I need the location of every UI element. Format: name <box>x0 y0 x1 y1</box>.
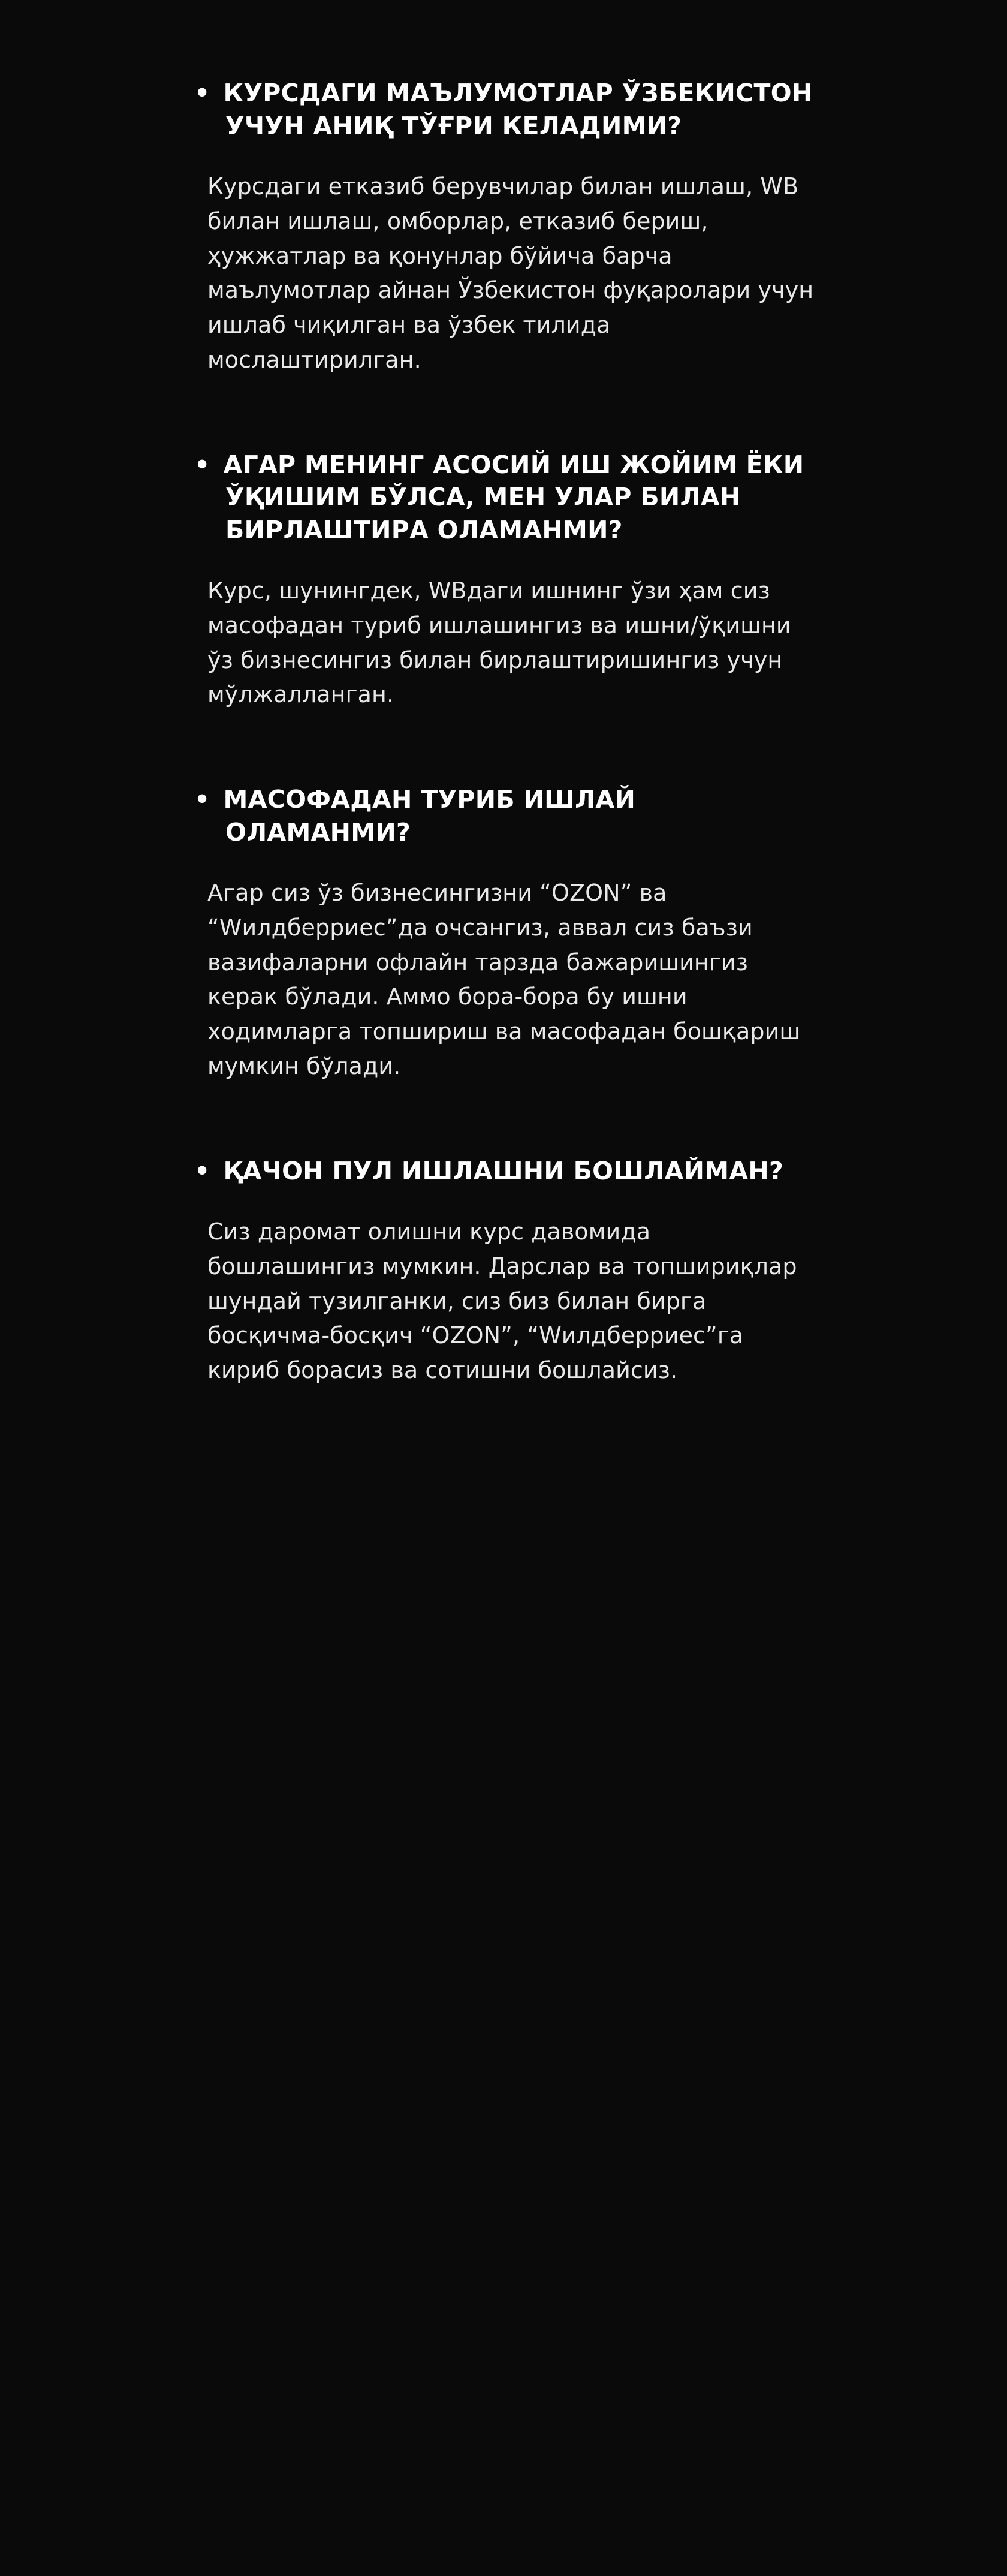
bullet-icon: • <box>194 1156 210 1185</box>
faq-question[interactable] <box>192 77 815 142</box>
bullet-icon: • <box>194 450 210 479</box>
bullet-icon: • <box>194 79 210 107</box>
faq-list <box>192 0 815 1388</box>
faq-answer: Курсдаги етказиб берувчилар билан ишлаш, WB билан ишлаш, омборлар, етказиб бериш, ҳужжатлар ва қонунлар бўйича барча маълумотлар айнан Ўзбекистон фуқаролари учун ишлаб чиқилган ва ўзбек тилида мослаштирилган. <box>207 173 814 373</box>
faq-question-text: КУРСДАГИ МАЪЛУМОТЛАР ЎЗБЕКИСТОН УЧУН АНИҚ ТЎҒРИ КЕЛАДИМИ? <box>223 79 813 140</box>
faq-question-text: ҚАЧОН ПУЛ ИШЛАШНИ БОШЛАЙМАН? <box>223 1156 784 1185</box>
faq-question-text: АГАР МЕНИНГ АСОСИЙ ИШ ЖОЙИМ ЁКИ ЎҚИШИМ БЎЛСА, МЕН УЛАР БИЛАН БИРЛАШТИРА ОЛАМАНМИ? <box>223 450 804 544</box>
faq-item <box>192 449 815 713</box>
faq-question[interactable] <box>192 783 815 848</box>
faq-question[interactable] <box>192 1155 815 1188</box>
faq-answer: Агар сиз ўз бизнесингизни “OZON” ва “Wилдберриес”да очсангиз, аввал сиз баъзи вазифаларни офлайн тарзда бажаришингиз керак бўлади. Аммо бора-бора бу ишни ходимларга топшириш ва масофадан бошқариш мумкин бўлади. <box>207 880 801 1079</box>
faq-item <box>192 77 815 378</box>
faq-question[interactable] <box>192 449 815 547</box>
faq-answer: Сиз даромат олишни курс давомида бошлашингиз мумкин. Дарслар ва топшириқлар шундай тузилганки, сиз биз билан бирга босқичма-босқич “OZON”, “Wилдберриес”га кириб борасиз ва сотишни бошлайсиз. <box>207 1218 797 1384</box>
faq-answer: Курс, шунингдек, WBдаги ишнинг ўзи ҳам сиз масофадан туриб ишлашингиз ва ишни/ўқишни ўз бизнесингиз билан бирлаштиришингиз учун мўлжалланган. <box>207 577 791 708</box>
faq-item <box>192 783 815 1084</box>
bullet-icon: • <box>194 785 210 814</box>
faq-item <box>192 1155 815 1388</box>
faq-question-text: МАСОФАДАН ТУРИБ ИШЛАЙ ОЛАМАНМИ? <box>223 785 636 847</box>
